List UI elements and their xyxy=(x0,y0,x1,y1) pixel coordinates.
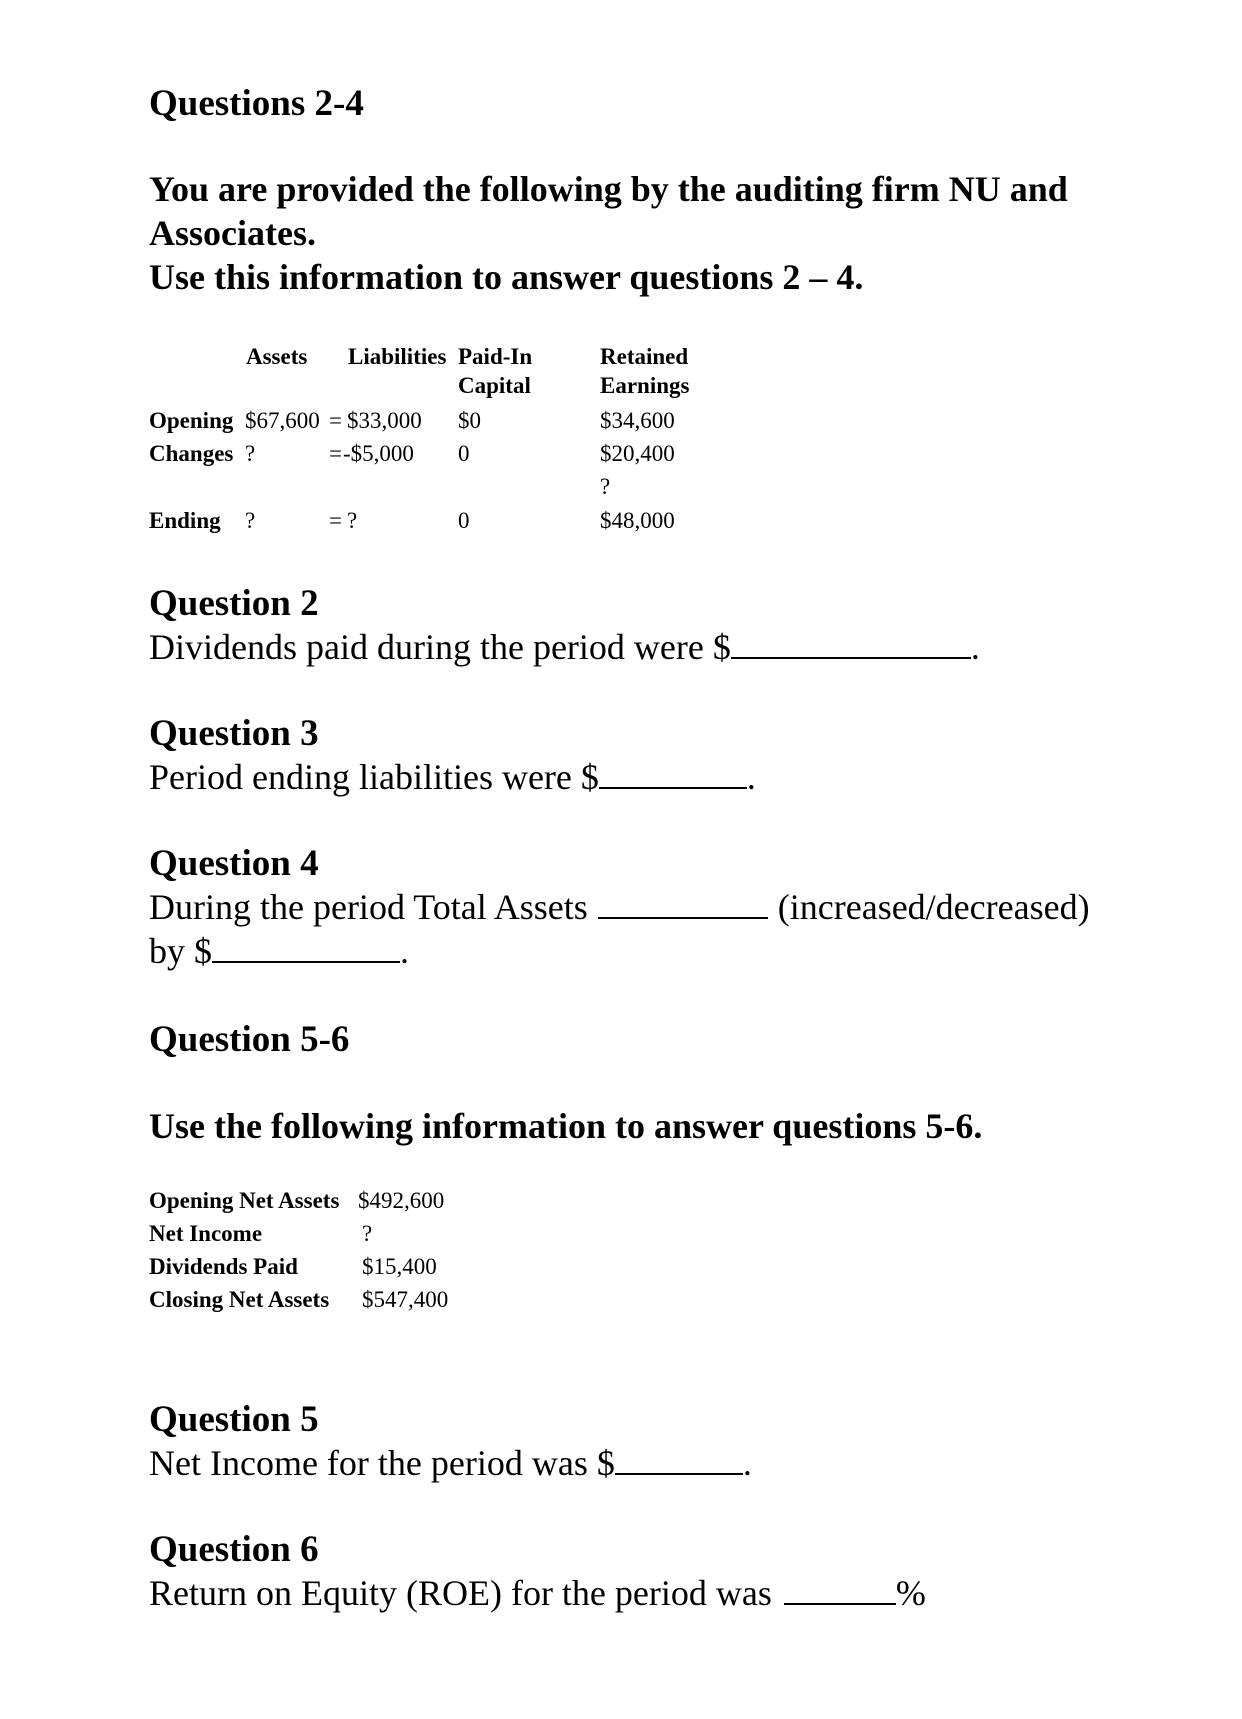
section-title-5-6: Question 5-6 xyxy=(149,1019,350,1060)
question-2-text xyxy=(149,626,980,668)
question-6-text xyxy=(149,1572,926,1614)
value-opening-net-assets: $492,600 xyxy=(358,1188,445,1213)
question-6-title: Question 6 xyxy=(149,1529,319,1570)
opening-eq: = xyxy=(329,408,342,433)
row-label-closing-net-assets: Closing Net Assets xyxy=(149,1287,330,1312)
question-4-text-line2 xyxy=(149,930,409,972)
ending-retained: $48,000 xyxy=(600,508,675,533)
header-liabilities: Liabilities xyxy=(348,344,447,369)
changes-paid-in: 0 xyxy=(458,441,470,466)
section-title-2-4: Questions 2-4 xyxy=(149,83,364,124)
changes-liabilities: -$5,000 xyxy=(343,441,414,466)
changes-retained-unknown: ? xyxy=(600,474,611,499)
value-dividends-paid: $15,400 xyxy=(362,1254,437,1279)
intro-line-1: You are provided the following by the auditing firm NU and xyxy=(149,169,1068,209)
ending-paid-in: 0 xyxy=(458,508,470,533)
question-4-direction-blank[interactable] xyxy=(598,916,768,919)
row-label-changes: Changes xyxy=(149,441,234,466)
opening-liabilities: $33,000 xyxy=(347,408,422,433)
question-6-prompt: Return on Equity (ROE) for the period was xyxy=(149,1573,772,1613)
changes-retained: $20,400 xyxy=(600,441,675,466)
header-assets: Assets xyxy=(246,344,308,369)
row-label-opening-net-assets: Opening Net Assets xyxy=(149,1188,340,1213)
question-4-prompt-b: (increased/decreased) xyxy=(777,887,1090,927)
ending-liabilities: ? xyxy=(347,508,358,533)
question-4-period: . xyxy=(400,931,409,971)
question-5-answer-blank[interactable] xyxy=(615,1472,743,1475)
value-closing-net-assets: $547,400 xyxy=(362,1287,449,1312)
question-2-prompt: Dividends paid during the period were $ xyxy=(149,627,731,667)
ending-assets: ? xyxy=(245,508,256,533)
question-5-prompt: Net Income for the period was $ xyxy=(149,1443,615,1483)
question-3-answer-blank[interactable] xyxy=(599,786,747,789)
row-label-net-income: Net Income xyxy=(149,1221,263,1246)
row-label-dividends-paid: Dividends Paid xyxy=(149,1254,298,1279)
changes-assets: ? xyxy=(245,441,256,466)
header-retained-1: Retained xyxy=(600,344,689,369)
question-4-text-line1 xyxy=(149,886,1090,928)
header-retained-2: Earnings xyxy=(600,373,690,398)
question-2-period: . xyxy=(970,627,980,667)
question-4-prompt-c: by $ xyxy=(149,931,212,971)
opening-retained: $34,600 xyxy=(600,408,675,433)
row-label-opening: Opening xyxy=(149,408,234,433)
question-5-text xyxy=(149,1442,752,1484)
intro-line-2: Associates. xyxy=(149,213,316,253)
value-net-income: ? xyxy=(362,1221,373,1246)
question-6-percent: % xyxy=(895,1573,926,1613)
question-4-prompt-a: During the period Total Assets xyxy=(149,887,588,927)
row-label-ending: Ending xyxy=(149,508,221,533)
opening-assets: $67,600 xyxy=(245,408,320,433)
question-6-answer-blank[interactable] xyxy=(784,1602,896,1605)
question-3-title: Question 3 xyxy=(149,713,319,754)
section-2-intro: Use the following information to answer questions 5-6. xyxy=(149,1106,983,1146)
question-3-prompt: Period ending liabilities were $ xyxy=(149,757,599,797)
question-3-text xyxy=(149,756,756,798)
ending-eq: = xyxy=(329,508,342,533)
question-4-amount-blank[interactable] xyxy=(212,960,400,963)
question-3-period: . xyxy=(746,757,756,797)
question-4-title: Question 4 xyxy=(149,843,319,884)
header-paid-in-2: Capital xyxy=(458,373,531,398)
changes-eq: = xyxy=(329,441,342,466)
intro-line-3: Use this information to answer questions 2 – 4. xyxy=(149,257,864,297)
question-5-period: . xyxy=(742,1443,752,1483)
question-2-answer-blank[interactable] xyxy=(731,656,971,659)
question-5-title: Question 5 xyxy=(149,1399,319,1440)
opening-paid-in: $0 xyxy=(458,408,481,433)
header-paid-in-1: Paid-In xyxy=(458,344,533,369)
question-2-title: Question 2 xyxy=(149,583,319,624)
